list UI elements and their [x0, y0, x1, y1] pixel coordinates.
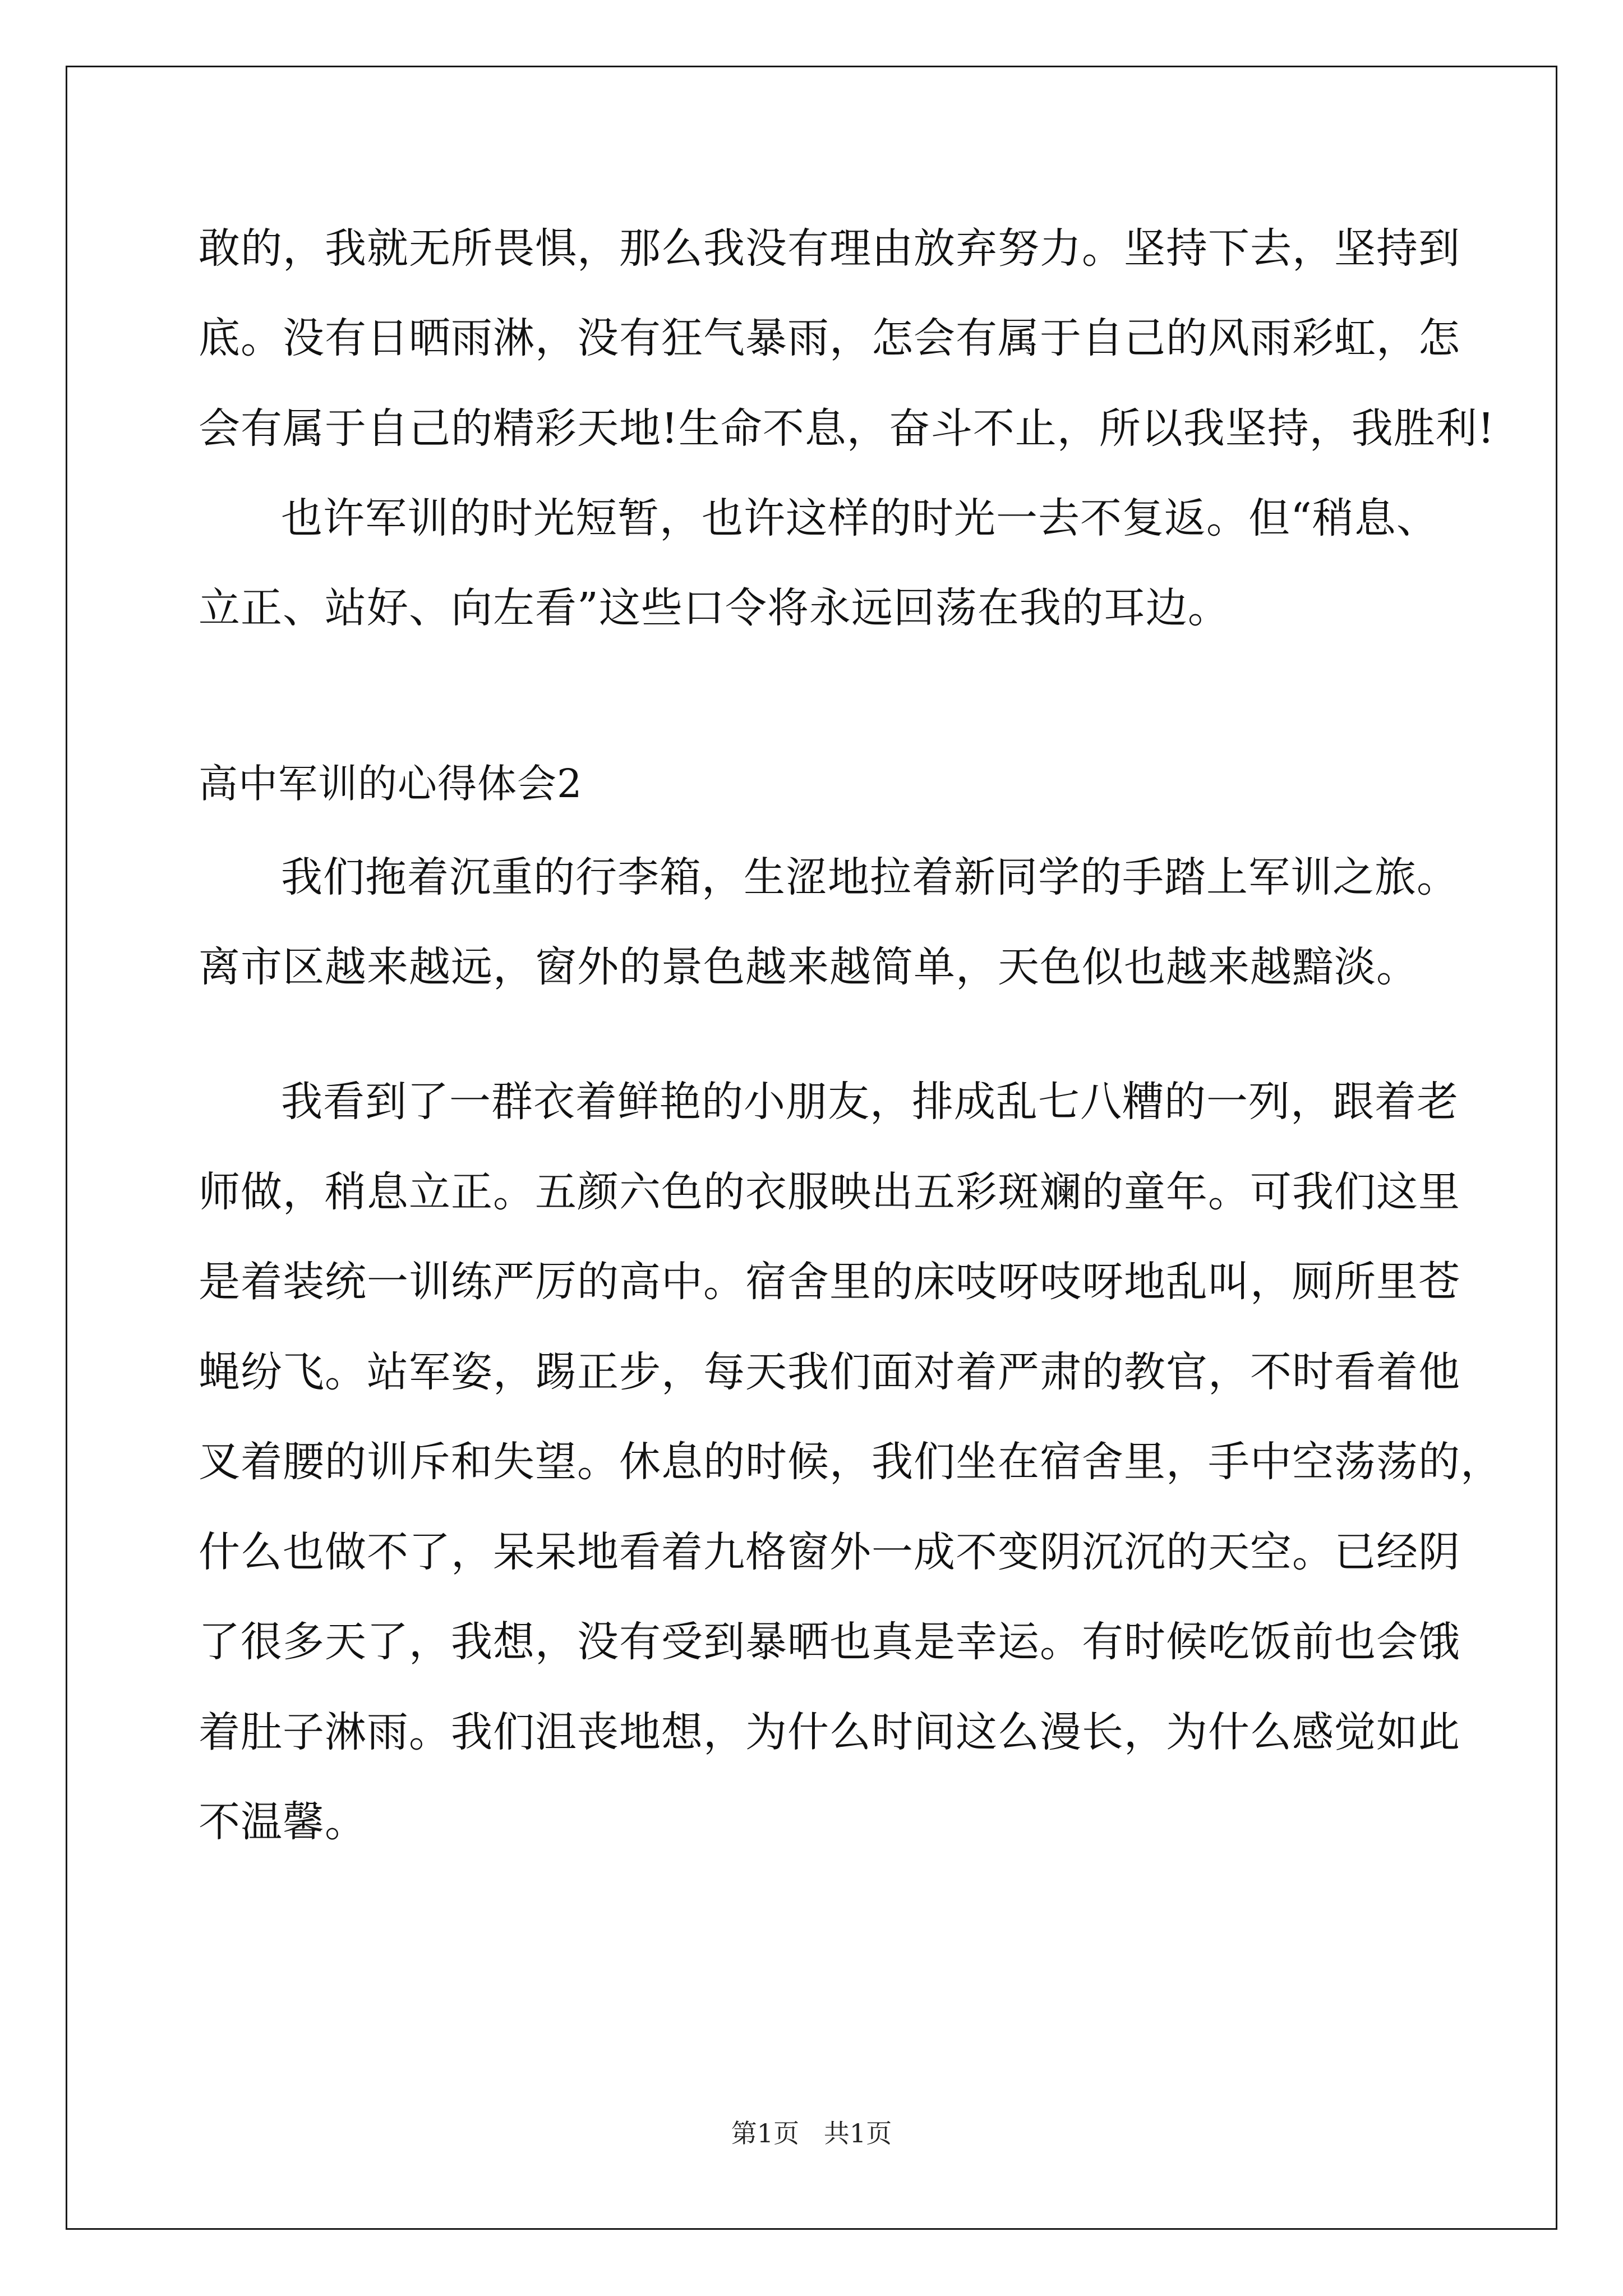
section-heading: 高中军训的心得体会2	[199, 761, 583, 807]
paragraph-line: 师做，稍息立正。五颜六色的衣服映出五彩斑斓的童年。可我们这里	[199, 1168, 1460, 1216]
paragraph-line: 离市区越来越远，窗外的景色越来越简单，天色似也越来越黯淡。	[199, 943, 1418, 991]
paragraph-line: 我看到了一群衣着鲜艳的小朋友，排成乱七八糟的一列，跟着老	[281, 1078, 1459, 1126]
paragraph-line: 我们拖着沉重的行李箱，生涩地拉着新同学的手踏上军训之旅。	[281, 853, 1459, 901]
paragraph-line: 什么也做不了，呆呆地看着九格窗外一成不变阴沉沉的天空。已经阴	[199, 1528, 1460, 1576]
page-number-footer: 第1页 共1页	[731, 2118, 892, 2148]
paragraph-line: 叉着腰的训斥和失望。休息的时候，我们坐在宿舍里，手中空荡荡的，	[199, 1438, 1502, 1486]
page-border	[66, 66, 1557, 2230]
paragraph-line: 会有属于自己的精彩天地!生命不息，奋斗不止，所以我坚持，我胜利!	[199, 404, 1495, 453]
paragraph-line: 着肚子淋雨。我们沮丧地想，为什么时间这么漫长，为什么感觉如此	[199, 1708, 1460, 1756]
paragraph-line: 也许军训的时光短暂，也许这样的时光一去不复返。但“稍息、	[281, 494, 1438, 542]
paragraph-line: 蝇纷飞。站军姿，踢正步，每天我们面对着严肃的教官，不时看着他	[199, 1348, 1460, 1396]
paragraph-line: 是着装统一训练严厉的高中。宿舍里的床吱呀吱呀地乱叫，厕所里苍	[199, 1258, 1460, 1306]
paragraph-line: 了很多天了，我想，没有受到暴晒也真是幸运。有时候吃饭前也会饿	[199, 1618, 1460, 1666]
paragraph-line: 不温馨。	[199, 1798, 367, 1846]
paragraph-line: 底。没有日晒雨淋，没有狂气暴雨，怎会有属于自己的风雨彩虹，怎	[199, 314, 1460, 362]
paragraph-line: 立正、站好、向左看”这些口令将永远回荡在我的耳边。	[199, 584, 1230, 632]
paragraph-line: 敢的，我就无所畏惧，那么我没有理由放弃努力。坚持下去，坚持到	[199, 224, 1460, 273]
